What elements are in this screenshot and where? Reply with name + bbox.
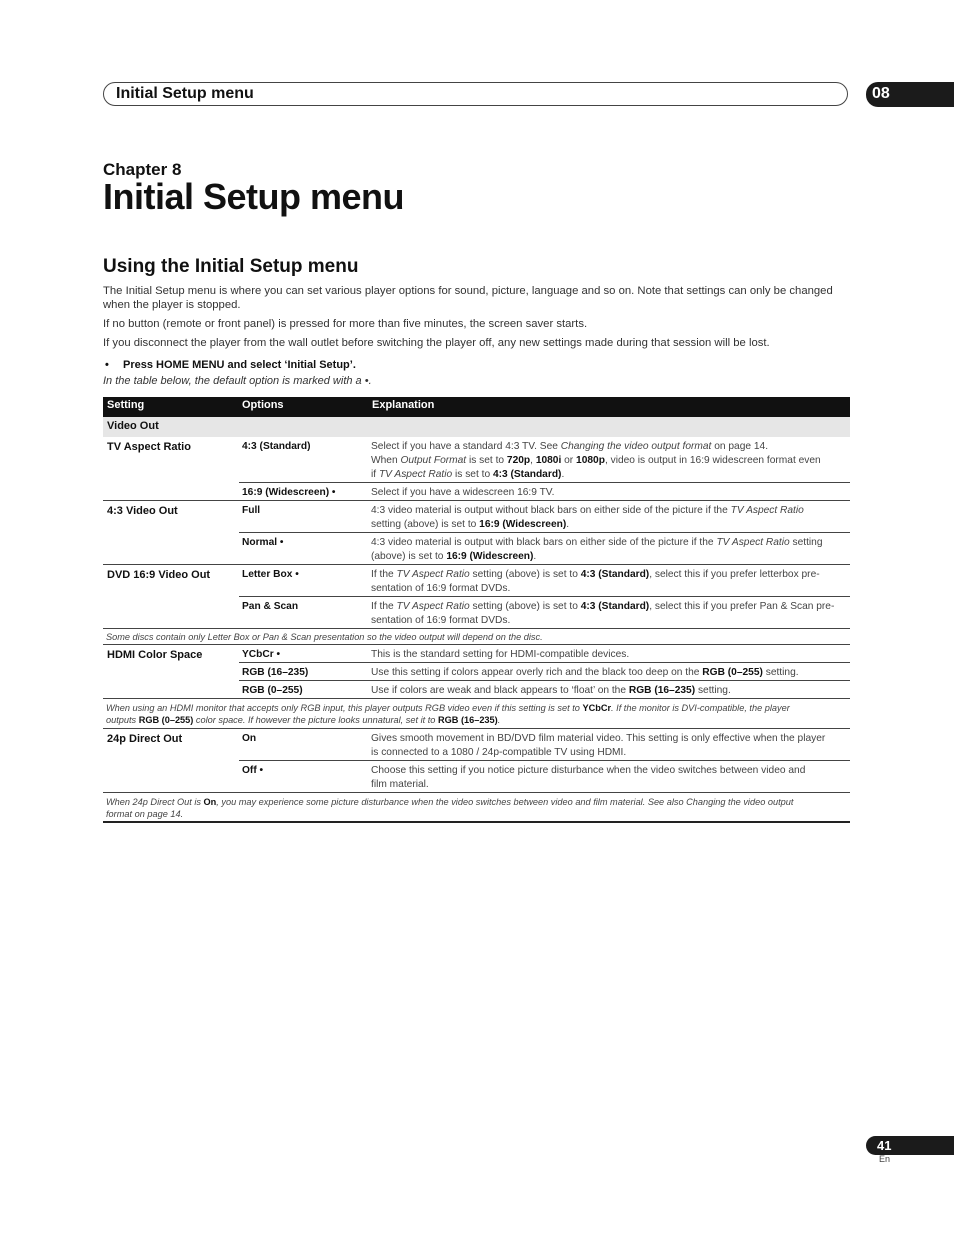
- setting-name: HDMI Color Space: [107, 649, 203, 661]
- option-name: Off •: [242, 765, 264, 776]
- chapter-number-tab: [866, 82, 954, 107]
- page-title: Initial Setup menu: [103, 176, 405, 217]
- section-row: [103, 417, 850, 437]
- option-name: Pan & Scan: [242, 601, 299, 612]
- chapter-label: Chapter 8: [103, 160, 182, 179]
- table-row: [103, 597, 850, 629]
- disconnect-paragraph: If you disconnect the player from the wall outlet before switching the player off, any new settings made during that session will be lost.: [103, 337, 770, 349]
- table-row: [103, 437, 850, 483]
- option-name: Normal •: [242, 537, 284, 548]
- option-name: 16:9 (Widescreen) •: [242, 487, 336, 498]
- option-name: 4:3 (Standard): [242, 441, 311, 452]
- option-name: RGB (16–235): [242, 667, 309, 678]
- table-row: [103, 533, 850, 565]
- instruction-bullet: • Press HOME MENU and select ‘Initial Setup’.: [105, 359, 356, 371]
- header-options: Options: [242, 399, 284, 411]
- explanation: If the TV Aspect Ratio setting (above) is set to 4:3 (Standard), select this if you prefer letterbox pre- sentation of 16:9 format DVDs.: [371, 569, 820, 594]
- explanation: Use if colors are weak and black appears to ‘float’ on the RGB (16–235) setting.: [371, 685, 731, 696]
- table-note: When 24p Direct Out is On, you may experience some picture disturbance when the video switches between video and film material. See also Changing the video output format on page 14.: [106, 797, 794, 819]
- option-name: Full: [242, 505, 261, 516]
- table-row: [103, 663, 850, 681]
- explanation: Choose this setting if you notice picture disturbance when the video switches between video and film material.: [371, 765, 806, 790]
- table-header: [103, 397, 850, 417]
- explanation: 4:3 video material is output with black bars on either side of the picture if the TV Aspect Ratio setting (above) is set to 16:9 (Widescreen).: [371, 537, 823, 562]
- table-row: [103, 681, 850, 699]
- table-row: [103, 729, 850, 761]
- explanation: Gives smooth movement in BD/DVD film material video. This setting is only effective when the player is connected to a 1080 / 24p-compatible TV using HDMI.: [371, 733, 826, 758]
- header-explanation: Explanation: [372, 399, 435, 411]
- explanation: 4:3 video material is output without black bars on either side of the picture if the TV Aspect Ratio setting (above) is set to 16:9 (Widescreen).: [371, 505, 804, 530]
- running-header-title: Initial Setup menu: [116, 85, 254, 102]
- default-note: In the table below, the default option is marked with a •.: [103, 375, 372, 387]
- table-note-row: [103, 699, 850, 729]
- explanation: This is the standard setting for HDMI-compatible devices.: [371, 649, 630, 660]
- section-title: Using the Initial Setup menu: [103, 256, 359, 277]
- explanation: If the TV Aspect Ratio setting (above) is set to 4:3 (Standard), select this if you prefer Pan & Scan pre- sentation of 16:9 format DVDs.: [371, 601, 835, 626]
- chapter-number: 08: [872, 85, 890, 102]
- table-row: [103, 501, 850, 533]
- option-name: Letter Box •: [242, 569, 299, 580]
- option-name: RGB (0–255): [242, 685, 303, 696]
- page-number: 41: [877, 1138, 892, 1153]
- explanation: Use this setting if colors appear overly rich and the black too deep on the RGB (0–255) setting.: [371, 667, 799, 678]
- page-number-tab: [866, 1136, 954, 1155]
- table-note: Some discs contain only Letter Box or Pan & Scan presentation so the video output will depend on the disc.: [106, 632, 543, 642]
- table-row: [103, 565, 850, 597]
- settings-table: [103, 397, 850, 823]
- table-note-row: [103, 629, 850, 645]
- table-row: [103, 761, 850, 793]
- table-note-row: [103, 793, 850, 823]
- table-note: When using an HDMI monitor that accepts only RGB input, this player outputs RGB video even if this setting is set to YCbCr. If the monitor is DVI-compatible, the player outputs RGB (0–255) color space. If however the picture looks unnatural, set it to RGB (16–235).: [106, 703, 790, 725]
- table-row: [103, 483, 850, 501]
- explanation: Select if you have a widescreen 16:9 TV.: [371, 487, 555, 498]
- explanation: Select if you have a standard 4:3 TV. See Changing the video output format on page 14. When Output Format is set to 720p, 1080i or 1080p, video is output in 16:9 widescreen format even if TV Aspect Ratio is set to 4:3 (Standard).: [371, 441, 821, 480]
- header-setting: Setting: [107, 399, 145, 411]
- header-bar: [103, 82, 848, 106]
- screensaver-paragraph: If no button (remote or front panel) is pressed for more than five minutes, the screen saver starts.: [103, 318, 588, 330]
- setting-name: TV Aspect Ratio: [107, 441, 191, 453]
- section-label: Video Out: [107, 420, 159, 432]
- table-row: [103, 645, 850, 663]
- option-name: YCbCr •: [242, 649, 281, 660]
- setting-name: 4:3 Video Out: [107, 505, 178, 517]
- intro-paragraph: The Initial Setup menu is where you can set various player options for sound, picture, language and so on. Note that settings can only be changed when the player is stopped.: [103, 285, 833, 311]
- setting-name: 24p Direct Out: [107, 733, 183, 745]
- setting-name: DVD 16:9 Video Out: [107, 569, 211, 581]
- language-label: En: [879, 1154, 891, 1164]
- option-name: On: [242, 733, 257, 744]
